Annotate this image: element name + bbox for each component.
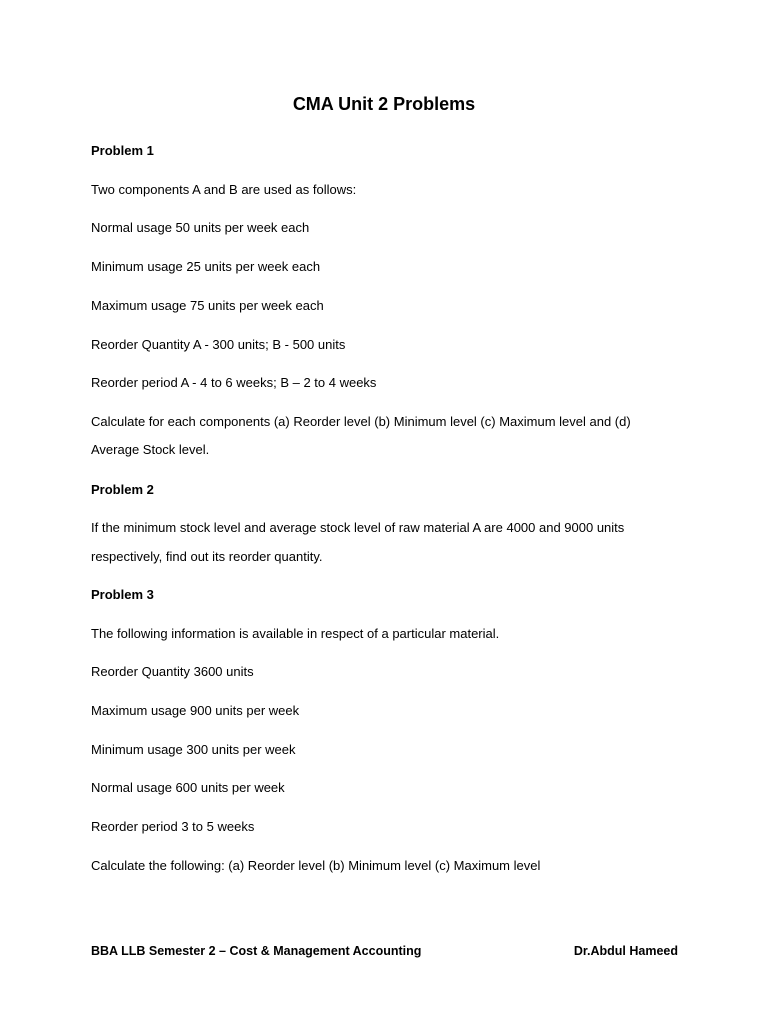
problem-1-heading: Problem 1 [91,143,154,158]
problem-1-minimum-usage: Minimum usage 25 units per week each [91,259,321,274]
problem-1-question-line-2: Average Stock level. [91,442,210,457]
problem-3-normal-usage: Normal usage 600 units per week [91,780,285,795]
problem-2-text-line-1: If the minimum stock level and average stock level of raw material A are 4000 and 9000 units [91,520,625,535]
problem-1-intro: Two components A and B are used as follows: [91,182,357,197]
problem-1-reorder-period: Reorder period A - 4 to 6 weeks; B – 2 to 4 weeks [91,375,377,390]
problem-1-reorder-quantity: Reorder Quantity A - 300 units; B - 500 units [91,337,346,352]
problem-3-minimum-usage: Minimum usage 300 units per week [91,742,296,757]
page-title: CMA Unit 2 Problems [292,94,476,114]
problem-3-heading: Problem 3 [91,587,154,602]
problem-3-maximum-usage: Maximum usage 900 units per week [91,703,300,718]
footer-author: Dr.Abdul Hameed [573,944,678,958]
problem-1-maximum-usage: Maximum usage 75 units per week each [91,298,324,313]
problem-1-normal-usage: Normal usage 50 units per week each [91,220,310,235]
problem-3-reorder-period: Reorder period 3 to 5 weeks [91,819,255,834]
problem-3-reorder-quantity: Reorder Quantity 3600 units [91,664,254,679]
problem-3-intro: The following information is available in respect of a particular material. [91,626,500,641]
problem-2-heading: Problem 2 [91,482,154,497]
problem-3-question: Calculate the following: (a) Reorder level (b) Minimum level (c) Maximum level [91,858,541,873]
footer-course: BBA LLB Semester 2 – Cost & Management Accounting [91,944,422,958]
problem-1-question-line-1: Calculate for each components (a) Reorder level (b) Minimum level (c) Maximum level and (d) [91,414,631,429]
problem-2-text-line-2: respectively, find out its reorder quantity. [91,549,323,564]
